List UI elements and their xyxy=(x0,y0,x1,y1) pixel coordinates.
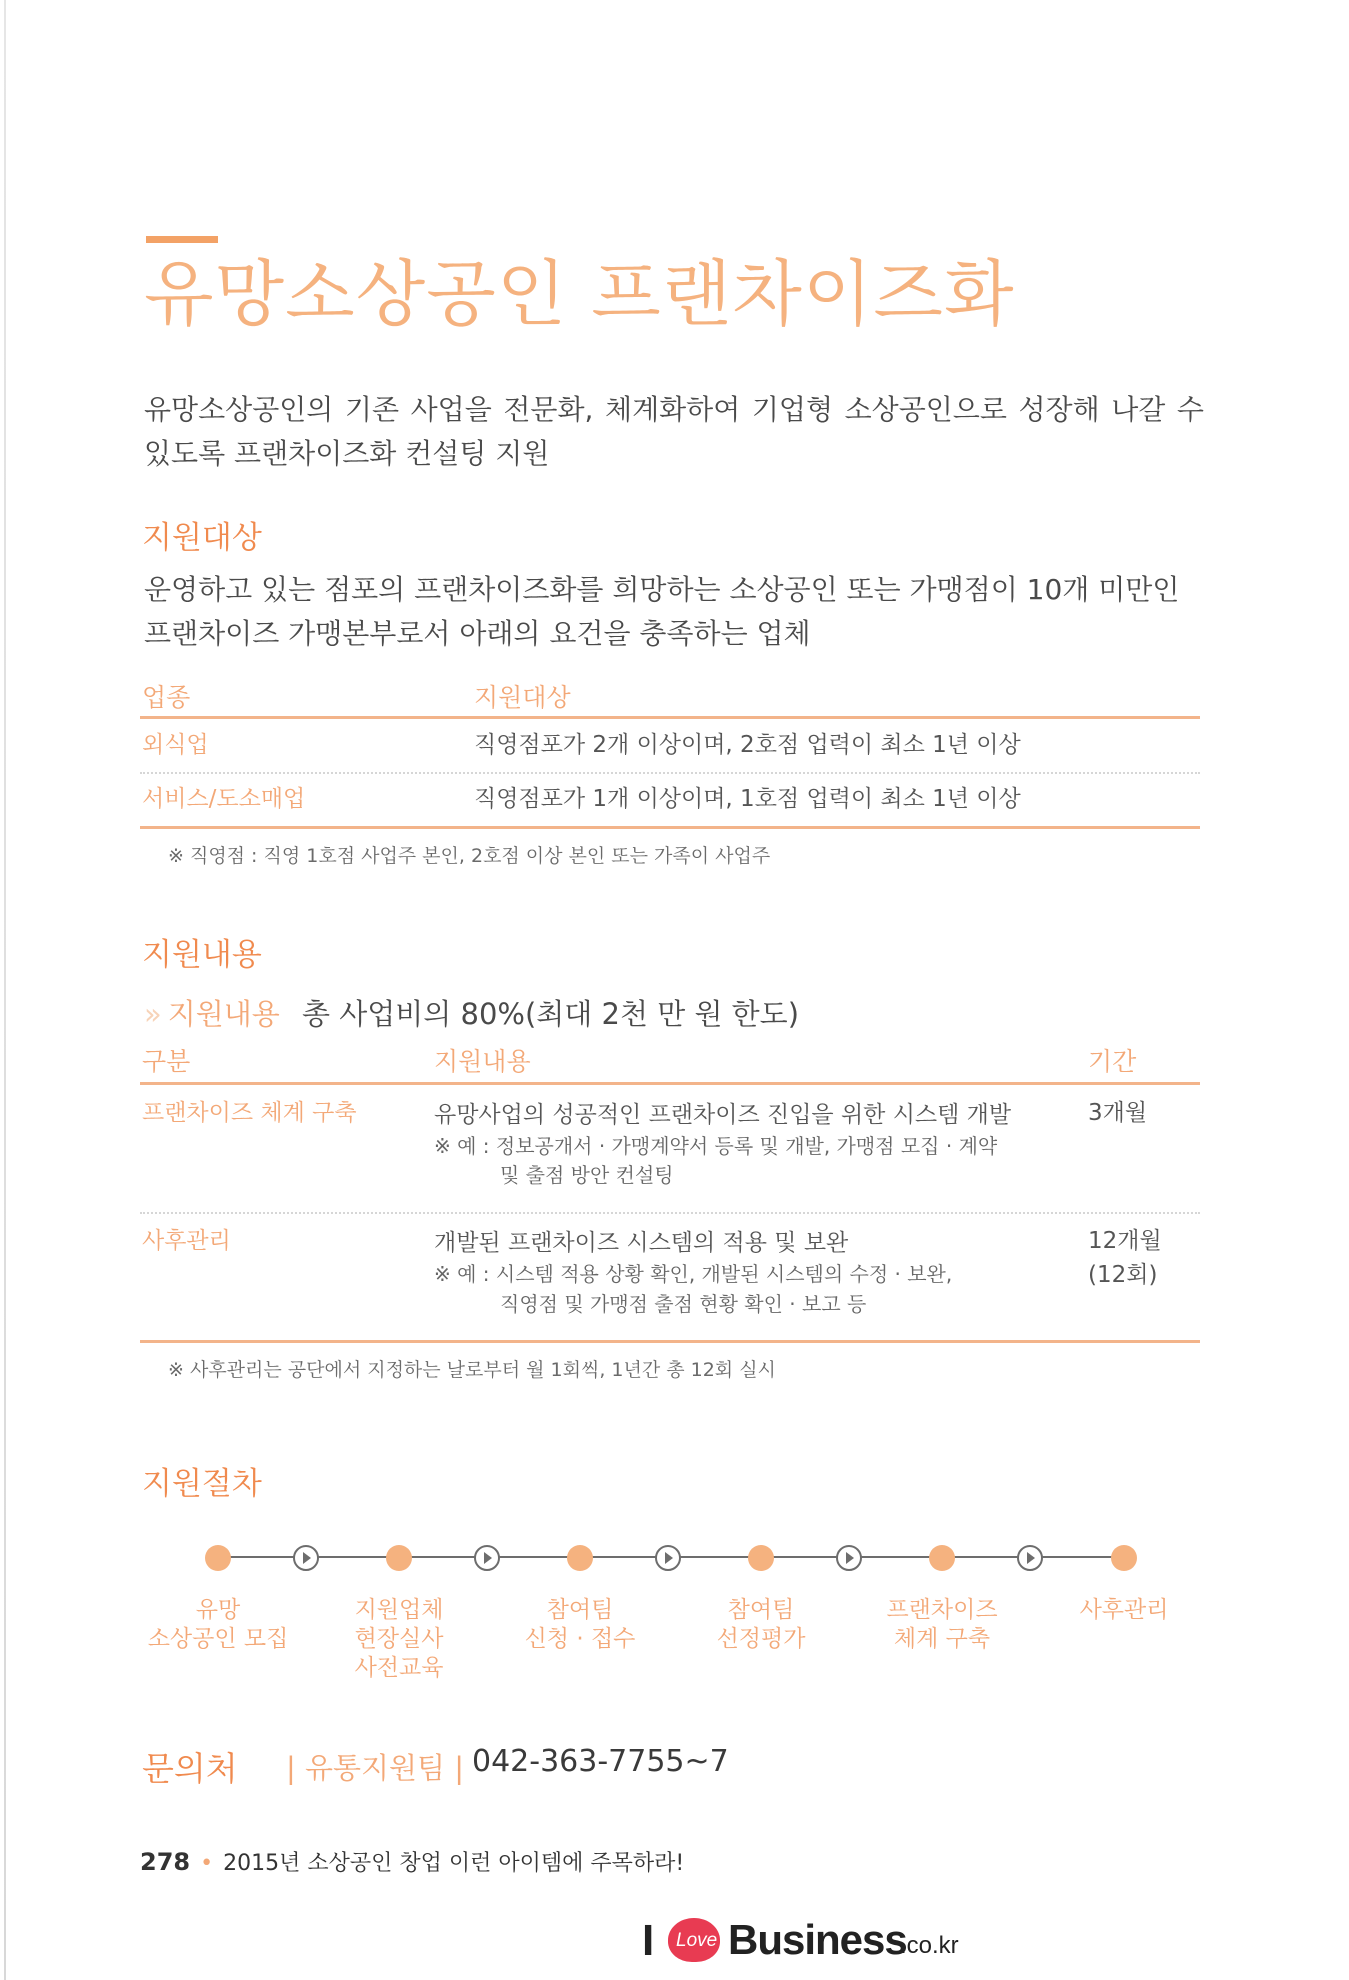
step-dot xyxy=(567,1545,593,1571)
step-dot xyxy=(1111,1545,1137,1571)
procedure-step: 프랜차이즈 체계 구축 xyxy=(886,1597,998,1652)
content-sub-label xyxy=(144,992,280,1033)
content-header-cat: 구분 xyxy=(142,1047,191,1076)
page-title: 유망소상공인 프랜차이즈화 xyxy=(144,252,1015,336)
double-chevron-icon: » xyxy=(144,997,162,1031)
page-number: 278 xyxy=(140,1848,191,1876)
step-dot xyxy=(748,1545,774,1571)
target-text: 운영하고 있는 점포의 프랜차이즈화를 희망하는 소상공인 또는 가맹점이 10개 미만인 프랜차이즈 가맹본부로서 아래의 요건을 충족하는 업체 xyxy=(144,573,1180,650)
page-edge xyxy=(4,0,6,1980)
intro-paragraph: 유망소상공인의 기존 사업을 전문화, 체계화하여 기업형 소상공인으로 성장해 나갈 수 있도록 프랜차이즈화 컨설팅 지원 xyxy=(144,393,1204,470)
content-row-example: 직영점 및 가맹점 출점 현황 확인 · 보고 등 xyxy=(500,1292,867,1316)
content-row-cat: 사후관리 xyxy=(142,1228,231,1254)
play-arrow-icon xyxy=(1017,1545,1043,1571)
target-header-type: 업종 xyxy=(142,683,191,712)
page-footer xyxy=(140,1846,684,1877)
title-accent-bar xyxy=(146,236,218,243)
step-dot xyxy=(386,1545,412,1571)
content-row-main: 개발된 프랜차이즈 시스템의 적용 및 보완 xyxy=(434,1230,849,1256)
row-divider xyxy=(140,772,1200,774)
content-bottom-rule xyxy=(140,1340,1200,1343)
procedure-step: 사후관리 xyxy=(1079,1597,1169,1623)
footer-bullet: • xyxy=(200,1851,214,1876)
target-header-rule xyxy=(140,716,1200,719)
content-table xyxy=(140,1034,1200,1346)
target-header-req: 지원대상 xyxy=(474,683,571,712)
logo-business: Business xyxy=(728,1916,907,1963)
target-row-type: 서비스/도소매업 xyxy=(142,786,306,812)
content-row-example: ※ 예 : 시스템 적용 상황 확인, 개발된 시스템의 수정 · 보완, xyxy=(434,1262,953,1286)
content-sub-value: 총 사업비의 80%(최대 2천 만 원 한도) xyxy=(302,997,800,1031)
procedure-heading: 지원절차 xyxy=(142,1466,262,1502)
target-bottom-rule xyxy=(140,826,1200,829)
target-heading: 지원대상 xyxy=(142,520,262,556)
content-heading: 지원내용 xyxy=(142,937,262,973)
content-header-detail: 지원내용 xyxy=(434,1047,531,1076)
play-arrow-icon xyxy=(474,1545,500,1571)
logo-domain: .co.kr xyxy=(900,1932,959,1959)
content-row-period: 3개월 xyxy=(1088,1100,1148,1126)
step-dot xyxy=(929,1545,955,1571)
target-table xyxy=(140,668,1200,828)
target-row-type: 외식업 xyxy=(142,732,209,758)
content-row-period: 12개월 xyxy=(1088,1228,1162,1254)
content-note: ※ 사후관리는 공단에서 지정하는 날로부터 월 1회씩, 1년간 총 12회 실시 xyxy=(168,1359,776,1381)
contact-heading: 문의처 xyxy=(142,1749,238,1788)
procedure-step: 참여팀 선정평가 xyxy=(716,1597,806,1652)
footer-text: 2015년 소상공인 창업 이런 아이템에 주목하라! xyxy=(223,1851,685,1876)
play-arrow-icon xyxy=(655,1545,681,1571)
target-row-req: 직영점포가 2개 이상이며, 2호점 업력이 최소 1년 이상 xyxy=(474,732,1021,758)
content-row-example: ※ 예 : 정보공개서 · 가맹계약서 등록 및 개발, 가맹점 모집 · 계약 xyxy=(434,1134,998,1158)
content-row-cat: 프랜차이즈 체계 구축 xyxy=(142,1100,357,1126)
target-note: ※ 직영점 : 직영 1호점 사업주 본인, 2호점 이상 본인 또는 가족이 사업주 xyxy=(168,845,771,867)
content-header-period: 기간 xyxy=(1088,1047,1137,1076)
procedure-step: 지원업체 현장실사 사전교육 xyxy=(354,1597,444,1681)
row-divider xyxy=(140,1212,1200,1214)
procedure-step: 참여팀 신청 · 접수 xyxy=(524,1597,636,1652)
contact-phone: 042-363-7755~7 xyxy=(472,1744,729,1779)
step-dot xyxy=(205,1545,231,1571)
procedure-step: 유망 소상공인 모집 xyxy=(147,1597,289,1652)
content-row-main: 유망사업의 성공적인 프랜차이즈 진입을 위한 시스템 개발 xyxy=(434,1102,1012,1128)
content-sub-label-text: 지원내용 xyxy=(167,997,280,1031)
target-row-req: 직영점포가 1개 이상이며, 1호점 업력이 최소 1년 이상 xyxy=(474,786,1021,812)
play-arrow-icon xyxy=(293,1545,319,1571)
play-arrow-icon xyxy=(836,1545,862,1571)
content-row-example: 및 출점 방안 컨설팅 xyxy=(500,1163,674,1187)
logo-i: I xyxy=(642,1916,655,1965)
logo-love: Love xyxy=(676,1930,718,1951)
procedure-flow xyxy=(140,1540,1200,1700)
contact-team: | 유통지원팀 | xyxy=(286,1751,465,1785)
content-header-rule xyxy=(140,1082,1200,1085)
content-row-period: (12회) xyxy=(1088,1262,1158,1288)
